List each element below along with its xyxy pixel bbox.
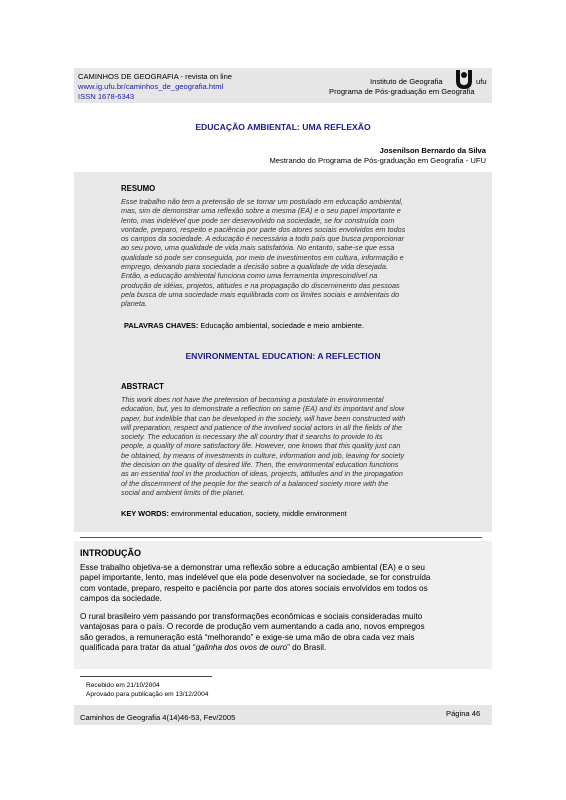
author-affiliation: Mestrando do Programa de Pós-graduação em Geografia - UFU bbox=[269, 156, 486, 165]
section-divider bbox=[80, 537, 482, 538]
citation: Caminhos de Geografia 4(14)46-53, Fev/2005 bbox=[80, 713, 236, 722]
program-name: Programa de Pós-graduação em Geografia bbox=[329, 87, 475, 96]
author-name: Josenilson Bernardo da Silva bbox=[379, 146, 486, 155]
abstract-heading: ABSTRACT bbox=[121, 382, 164, 391]
key-words: KEY WORDS: environmental education, society, middle environment bbox=[121, 509, 347, 518]
title-english: ENVIRONMENTAL EDUCATION: A REFLECTION bbox=[185, 351, 381, 361]
title-portuguese: EDUCAÇÃO AMBIENTAL: UMA REFLEXÃO bbox=[195, 122, 371, 132]
journal-url-link[interactable]: www.ig.ufu.br/caminhos_de_geografia.html bbox=[78, 82, 224, 91]
logo-text: ufu bbox=[476, 77, 487, 86]
approved-date: Aprovado para publicação em 13/12/2004 bbox=[86, 691, 209, 698]
intro-paragraph-1: Esse trabalho objetiva-se a demonstrar uma reflexão sobre a educação ambiental (EA) e o seu papel importante, lento, mas indelével que ela pode desenvolver na sociedade, se for construída com vontade, preparo, respeito e paciência por parte dos atores sociais envolvidos em todos os campos da sociedade. bbox=[80, 563, 431, 604]
institute-name: Instituto de Geografia bbox=[370, 77, 443, 86]
resumo-text: Esse trabalho não tem a pretensão de se tornar um postulado em educação ambiental, mas, sim de demonstrar uma reflexão sobre a mesma (EA) e o seu papel importante e lento, mas indelével que pode ser desenvolvido na sociedade, se for construída com vontade, preparo, respeito e paciência por parte dos atores sociais envolvidos em todos os campos da sociedade. A educação é necessária a todo país que busca proporcionar ao seu povo, uma qualidade de vida mais satisfatória. No entanto, sabe-se que essa qualidade só pode ser conseguida, por meio de investimentos em cultura, informação e emprego, deixando para sociedade a decisão sobre a qualidade de vida desejada. Então, a educação ambiental funciona como uma ferramenta imprescindível na produção de idéias, projetos, atitudes e na propagação do discernimento das pessoas pela busca de uma sociedade mais equilibrada com os limites sociais e ambientais do planeta. bbox=[121, 197, 406, 309]
intro-paragraph-2: O rural brasileiro vem passando por transformações econômicas e sociais consideradas muito vantajosas para o país. O recorde de produção vem aumentando a cada ano, novos empregos são gerados, a remuneração está “melhorando” e exige-se uma mão de obra cada vez mais qualificada para tratar da atual “galinha dos ovos de ouro” do Brasil. bbox=[80, 612, 425, 653]
footnote-rule bbox=[80, 676, 212, 677]
resumo-heading: RESUMO bbox=[121, 184, 156, 193]
intro-heading: INTRODUÇÃO bbox=[80, 548, 141, 558]
page-number: Página 46 bbox=[446, 709, 481, 718]
palavras-chaves: PALAVRAS CHAVES: Educação ambiental, sociedade e meio ambiente. bbox=[124, 321, 364, 330]
received-date: Recebido em 21/10/2004 bbox=[86, 682, 160, 689]
journal-name: CAMINHOS DE GEOGRAFIA - revista on line bbox=[78, 72, 233, 81]
abstract-text: This work does not have the pretension of becoming a postulate in environmental education, but, yes to demonstrate a reflection on same (EA) and its important and slow paper, but indelible that can be developed in the society, will have been constructed with will preparation, respect and patience of the involved social actors in all the fields of the society. The education is necessary the all country that it searchs to provide to its people, a quality of more satisfactory life. However, one knows that this quality just can be obtained, by means of investments in culture, information and job, leaving for society the decision on the quality of desired life. Then, the environmental education functions as an essential tool in the production of ideas, projects, attitudes and in the propagation of the discernment of the people for the search of a balanced society more with the social and ambient limits of the planet. bbox=[121, 395, 406, 497]
issn: ISSN 1678-6343 bbox=[78, 92, 135, 101]
